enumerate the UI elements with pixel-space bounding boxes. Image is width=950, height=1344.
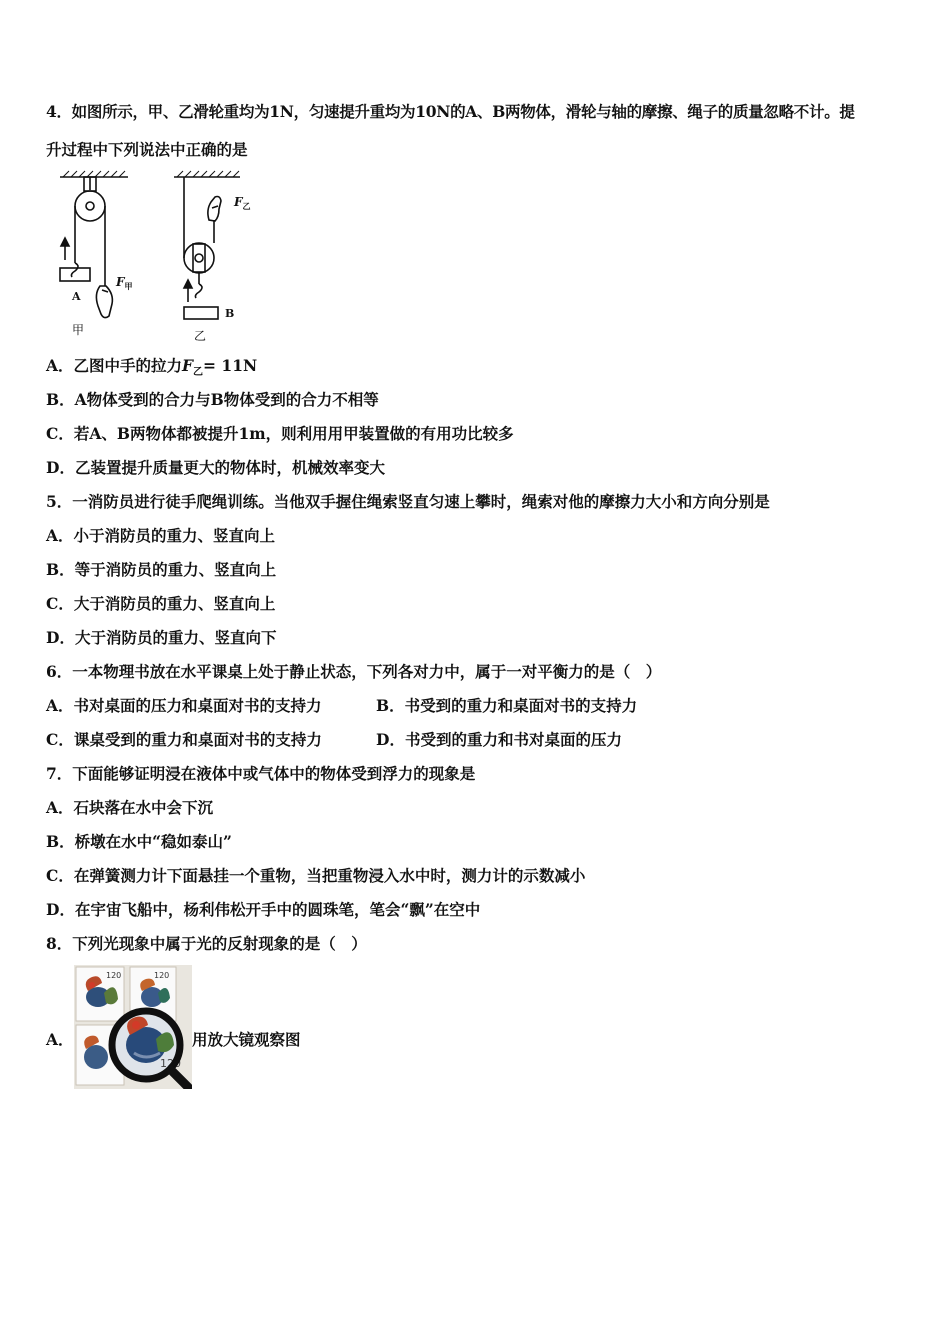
label-A: A bbox=[72, 290, 81, 303]
q6-option-a: A．书对桌面的压力和桌面对书的支持力 bbox=[46, 696, 322, 715]
q5-option-c: C．大于消防员的重力、竖直向上 bbox=[46, 594, 276, 613]
q4-option-c: C．若A、B两物体都被提升1m，则利用用甲装置做的有用功比较多 bbox=[46, 424, 514, 443]
q6-option-c: C．课桌受到的重力和桌面对书的支持力 bbox=[46, 730, 322, 749]
q8-stem: 8．下列光现象中属于光的反射现象的是（ ） bbox=[46, 934, 367, 953]
label-yi: 乙 bbox=[194, 329, 207, 343]
label-B: B bbox=[225, 307, 235, 320]
force-yi: $F_乙$ bbox=[234, 195, 251, 211]
q7-stem: 7．下面能够证明浸在液体中或气体中的物体受到浮力的现象是 bbox=[46, 764, 476, 783]
q5-stem: 5．一消防员进行徒手爬绳训练。当他双手握住绳索竖直匀速上攀时，绳索对他的摩擦力大小和方向分别是 bbox=[46, 492, 770, 511]
q7-option-a: A．石块落在水中会下沉 bbox=[46, 798, 214, 817]
label-jia: 甲 bbox=[72, 323, 85, 337]
q7-option-d: D．在宇宙飞船中，杨利伟松开手中的圆珠笔，笔会“飘”在空中 bbox=[46, 900, 481, 919]
q4-option-d: D．乙装置提升质量更大的物体时，机械效率变大 bbox=[46, 458, 385, 477]
stamp-value-1: 120 bbox=[106, 971, 122, 980]
q6-stem: 6．一本物理书放在水平课桌上处于静止状态，下列各对力中，属于一对平衡力的是（ ） bbox=[46, 662, 662, 681]
stamp-value-magnified: 120 bbox=[160, 1057, 181, 1070]
q4-stem-line1: 4．如图所示，甲、乙滑轮重均为1N，匀速提升重均为10N的A、B两物体，滑轮与轴的摩擦、绳子的质量忽略不计。提 bbox=[46, 102, 855, 121]
q6-option-b: B．书受到的重力和桌面对书的支持力 bbox=[376, 696, 638, 715]
q5-option-b: B．等于消防员的重力、竖直向上 bbox=[46, 560, 277, 579]
q8-option-a-text: 用放大镜观察图 bbox=[192, 1030, 301, 1049]
q7-option-b: B．桥墩在水中“稳如泰山” bbox=[46, 832, 232, 851]
q4-stem-line2: 升过程中下列说法中正确的是 bbox=[46, 140, 248, 159]
stamp-value-2: 120 bbox=[154, 971, 170, 980]
q4-option-a: A．乙图中手的拉力$F_乙= 11N$ bbox=[46, 356, 258, 379]
q4-option-b: B．A物体受到的合力与B物体受到的合力不相等 bbox=[46, 390, 379, 409]
q5-option-d: D．大于消防员的重力、竖直向下 bbox=[46, 628, 277, 647]
q5-option-a: A．小于消防员的重力、竖直向上 bbox=[46, 526, 276, 545]
pulley-figure bbox=[52, 168, 252, 346]
magnifier-stamp-image bbox=[74, 965, 192, 1089]
q7-option-c: C．在弹簧测力计下面悬挂一个重物，当把重物浸入水中时，测力计的示数减小 bbox=[46, 866, 586, 885]
q6-option-d: D．书受到的重力和书对桌面的压力 bbox=[376, 730, 622, 749]
q8-option-a-letter: A． bbox=[46, 1030, 74, 1049]
force-jia: $F_甲$ bbox=[116, 275, 133, 291]
